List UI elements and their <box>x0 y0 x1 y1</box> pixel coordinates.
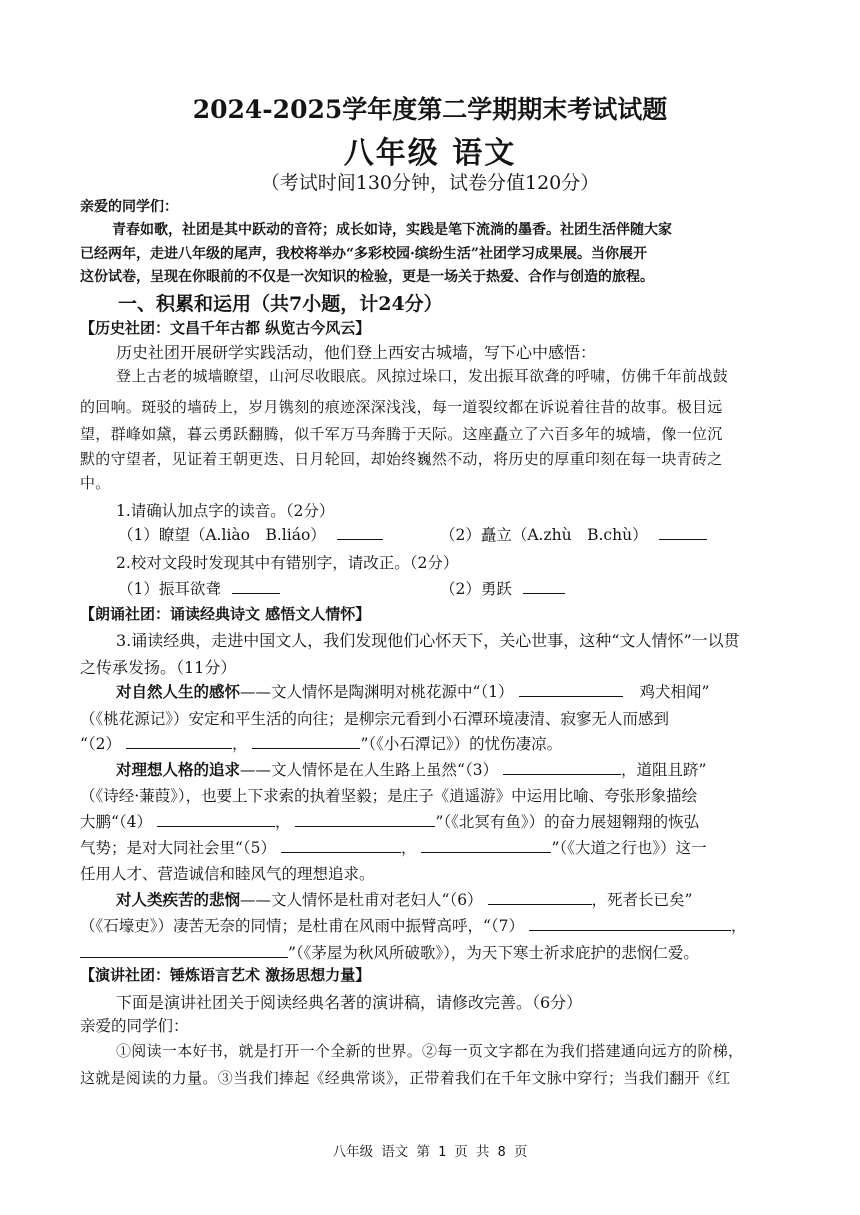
q3-p2-text-d3: ”（《北冥有鱼》）的奋力展翅翱翔的恢弘 <box>435 813 700 831</box>
q3-blank-1[interactable] <box>519 682 623 697</box>
q3-p2-line-2: （《诗经·蒹葭》），也要上下求索的执着坚毅；是庄子《逍遥游》中运用比喻、夸张形象描绘 <box>80 787 698 805</box>
passage-line-5: 中。 <box>80 474 111 492</box>
q2-answer-blank-1[interactable] <box>232 579 280 594</box>
q1-option-1 <box>118 523 383 545</box>
q3-stem-line-2: 之传承发扬。（11分） <box>80 658 237 677</box>
q3-p2-text-e3: ”（《大道之行也》）这一 <box>551 839 707 857</box>
intro-line-3: 这份试卷，呈现在你眼前的不仅是一次知识的检验，更是一场关于热爱、合作与创造的旅程。 <box>80 269 654 285</box>
q3-p2-text-e2: ， <box>400 839 417 857</box>
passage-line-4: 默的守望者，见证着王朝更迭、日月轮回，却始终巍然不动，将历史的厚重印刻在每一块青砖之 <box>80 450 723 468</box>
q3-p2-line-4 <box>80 836 707 858</box>
q3-blank-4b[interactable] <box>295 812 435 827</box>
q1-option-1-label: （1）瞭望（A.liào B.liáo） <box>118 526 326 544</box>
q3-p1-heading: 对自然人生的感怀 <box>116 682 241 701</box>
speech-club-heading: 【演讲社团：锤炼语言艺术 激扬思想力量】 <box>80 966 371 984</box>
q3-stem-line-1: 3.诵读经典，走进中国文人，我们发现他们心怀天下，关心世事，这种“文人情怀”一以贯 <box>116 631 740 650</box>
q3-p2-line-5: 任用人才、营造诚信和睦风气的理想追求。 <box>80 865 375 883</box>
q3-p1-line-1 <box>116 680 709 702</box>
q1-stem: 1.请确认加点字的读音。（2分） <box>116 502 335 520</box>
q3-p2-text-d1: 大鹏“（4） <box>80 813 153 831</box>
q2-stem: 2.校对文段时发现其中有错别字，请改正。（2分） <box>116 554 459 572</box>
passage-line-3: 望，群峰如黛，暮云勇跃翻腾，似千军万马奔腾于天际。这座矗立了六百多年的城墙，像一位沉 <box>80 425 723 443</box>
q1-answer-blank-2[interactable] <box>659 525 707 540</box>
q3-p3-heading: 对人类疾苦的悲悯 <box>116 890 241 909</box>
page-footer: 八年级 语文 第 1 页 共 8 页 <box>332 1144 528 1160</box>
q2-option-2 <box>440 577 565 599</box>
q3-blank-3[interactable] <box>503 760 621 775</box>
q3-blank-5a[interactable] <box>281 838 401 853</box>
q3-p3-text-a: ——文人情怀是杜甫对老妇人“（6） <box>240 891 483 909</box>
q3-p2-line-3 <box>80 810 699 832</box>
q3-p1-text-a: ——文人情怀是陶渊明对桃花源中“（1） <box>240 683 514 701</box>
q3-p3-line-1 <box>116 888 692 910</box>
q3-blank-5b[interactable] <box>421 838 551 853</box>
q3-p3-text-d: ”（《茅屋为秋风所破歌》），为天下寒士祈求庇护的悲悯仁爱。 <box>288 944 699 962</box>
history-prompt: 历史社团开展研学实践活动，他们登上西安古城墙，写下心中感悟： <box>116 343 597 362</box>
intro-line-2: 已经两年，走进八年级的尾声，我校将举办“多彩校园·缤纷生活”社团学习成果展。当你展开 <box>80 246 647 262</box>
q1-option-2-label: （2）矗立（A.zhù B.chù） <box>440 526 648 544</box>
speech-greeting: 亲爱的同学们： <box>80 1017 189 1035</box>
q3-blank-4a[interactable] <box>157 812 275 827</box>
q3-p3-text-c2: ， <box>730 917 747 935</box>
speech-prompt: 下面是演讲社团关于阅读经典名著的演讲稿，请修改完善。（6分） <box>116 993 583 1012</box>
q3-p1-text-d1: “（2） <box>80 735 122 753</box>
passage-line-2: 的回响。斑驳的墙砖上，岁月镌刻的痕迹深深浅浅，每一道裂纹都在诉说着往昔的故事。极目远 <box>80 398 723 416</box>
intro-line-1: 青春如歌，社团是其中跃动的音符；成长如诗，实践是笔下流淌的墨香。社团生活伴随大家 <box>112 222 672 238</box>
exam-title: 2024-2025学年度第二学期期末考试试题 <box>192 95 668 124</box>
q2-option-1-label: （1）振耳欲聋 <box>118 580 221 598</box>
q3-p2-heading: 对理想人格的追求 <box>116 760 241 779</box>
q3-p3-line-2 <box>80 914 747 936</box>
q3-p2-text-e1: 气势；是对大同社会里“（5） <box>80 839 277 857</box>
exam-subject: 八年级 语文 <box>343 136 517 171</box>
q2-answer-blank-2[interactable] <box>523 579 565 594</box>
q3-p1-line-2: （《桃花源记》）安定和平生活的向往；是柳宗元看到小石潭环境凄清、寂寥无人而感到 <box>80 710 670 728</box>
q2-option-2-label: （2）勇跃 <box>440 580 512 598</box>
q3-p1-text-d2: ， <box>231 735 248 753</box>
q3-blank-7a[interactable] <box>529 916 731 931</box>
q3-p2-text-a: ——文人情怀是在人生路上虽然“（3） <box>240 761 499 779</box>
q2-option-1 <box>118 577 280 599</box>
q3-p2-text-d2: ， <box>274 813 291 831</box>
q3-blank-6[interactable] <box>488 890 592 905</box>
passage-line-1: 登上古老的城墙瞭望，山河尽收眼底。风掠过垛口，发出振耳欲聋的呼啸，仿佛千年前战鼓 <box>116 367 729 385</box>
exam-info: （考试时间130分钟，试卷分值120分） <box>260 172 600 194</box>
history-club-heading: 【历史社团：文昌千年古都 纵览古今风云】 <box>80 319 371 337</box>
q3-p1-text-b: 鸡犬相闻” <box>639 683 710 701</box>
section-title: 一、积累和运用（共7小题，计24分） <box>118 293 443 315</box>
q3-p1-line-3 <box>80 732 562 754</box>
intro-greeting: 亲爱的同学们： <box>80 199 178 215</box>
speech-line-1: ①阅读一本好书，就是打开一个全新的世界。②每一页文字都在为我们搭建通向远方的阶梯， <box>116 1042 744 1060</box>
q3-p2-text-b: ，道阻且跻” <box>621 761 707 779</box>
q3-p3-text-b: ，死者长已矣” <box>591 891 693 909</box>
recite-club-heading: 【朗诵社团：诵读经典诗文 感悟文人情怀】 <box>80 605 371 623</box>
q3-blank-7b[interactable] <box>80 943 288 958</box>
q1-option-2 <box>440 523 707 545</box>
q3-p3-text-c: （《石壕吏》）凄苦无奈的同情；是杜甫在风雨中振臂高呼，“（7） <box>80 917 525 935</box>
q3-p2-line-1 <box>116 758 706 780</box>
q3-blank-2a[interactable] <box>126 734 232 749</box>
speech-line-2: 这就是阅读的力量。③当我们捧起《经典常谈》，正带着我们在千年文脉中穿行；当我们翻开《红 <box>80 1069 731 1087</box>
q3-blank-2b[interactable] <box>252 734 360 749</box>
q3-p1-text-d3: ”（《小石潭记》）的忧伤凄凉。 <box>360 735 563 753</box>
q3-p3-line-3 <box>80 941 699 963</box>
q1-answer-blank-1[interactable] <box>337 525 383 540</box>
